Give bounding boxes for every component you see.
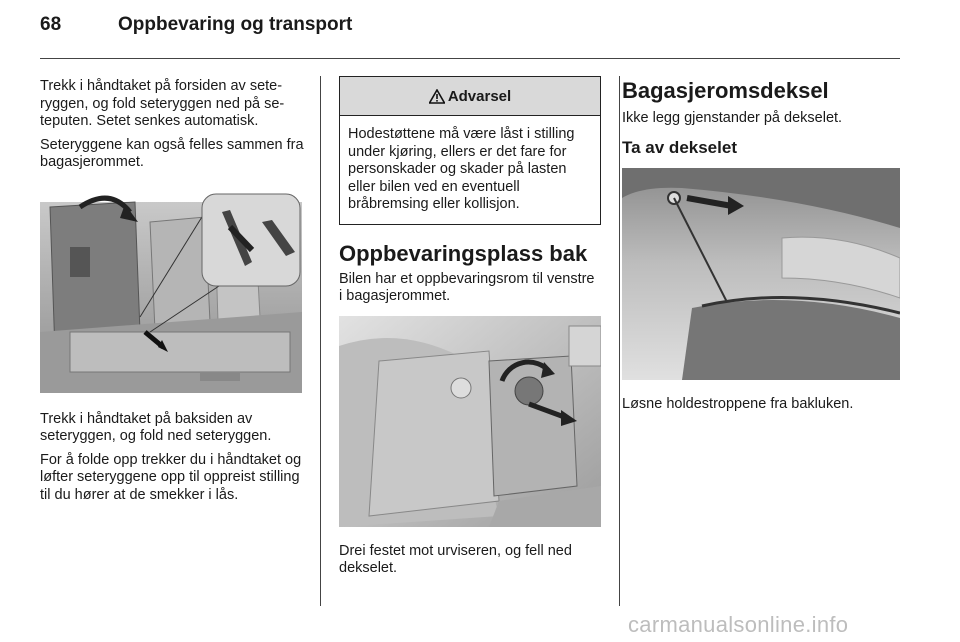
seat-folding-illustration	[40, 182, 302, 393]
column-2	[339, 78, 601, 584]
paragraph: Trekk i håndtaket på forsiden av seteryggen, og fold seteryggen ned på seteputen. Setet senkes automatisk.	[40, 78, 285, 129]
warning-text: Hodestøttene må være låst i stilling under kjøring, ellers er det fare for personskader og skader på lasten eller bilen ved en eventuell bråbremsing eller kollisjon.	[348, 126, 575, 212]
paragraph: Trekk i håndtaket på baksiden av seteryggen, og fold ned seteryggen.	[40, 410, 272, 444]
paragraph: Seteryggene kan også felles sammen fra bagasjerommet.	[40, 136, 304, 170]
paragraph: Drei festet mot urviseren, og fell ned dekselet.	[339, 542, 572, 576]
watermark: carmanualsonline.info	[628, 612, 849, 637]
header-rule	[40, 58, 900, 59]
column-3	[622, 78, 902, 419]
column-divider	[619, 76, 620, 606]
section-heading: Bagasjeromsdeksel	[622, 78, 829, 103]
cover-removal-illustration	[622, 168, 900, 380]
paragraph: Bilen har et oppbevaringsrom til venstre i bagasjerommet.	[339, 270, 595, 304]
column-divider	[320, 76, 321, 606]
warning-triangle-icon	[429, 89, 445, 104]
section-heading: Oppbevaringsplass bak	[339, 240, 588, 266]
page-number: 68	[40, 14, 62, 35]
warning-box	[339, 76, 601, 225]
warning-header	[340, 77, 600, 116]
paragraph: Løsne holdestroppene fra bakluken.	[622, 395, 854, 412]
subsection-heading: Ta av dekselet	[622, 137, 737, 157]
paragraph: Ikke legg gjenstander på dekselet.	[622, 110, 843, 126]
paragraph: For å folde opp trekker du i håndtaket og løfter seteryggene opp til oppreist stilling til du hører at de smekker i lås.	[40, 451, 302, 503]
column-1	[40, 78, 304, 510]
page-title: Oppbevaring og transport	[118, 14, 353, 35]
warning-title: Advarsel	[447, 87, 512, 105]
storage-compartment-illustration	[339, 316, 601, 527]
